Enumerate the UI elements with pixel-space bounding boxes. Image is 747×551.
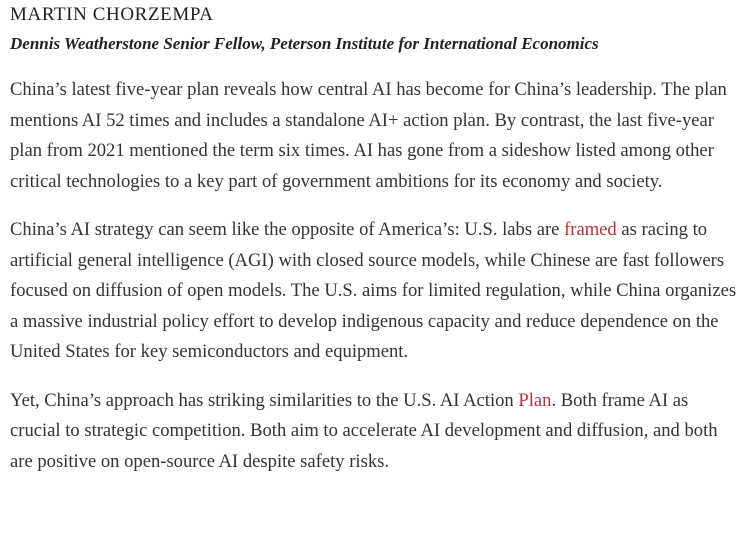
paragraph-1: China’s latest five-year plan reveals how central AI has become for China’s leadership. The plan mentions AI 52 times and includes a standalone AI+ action plan. By contrast, the last five-year plan from 2021 mentioned the term six times. AI has gone from a sideshow listed among other critical technologies to a key part of government ambitions for its economy and society.	[10, 79, 727, 192]
author-title: Dennis Weatherstone Senior Fellow, Peterson Institute for International Economics	[10, 34, 599, 53]
paragraph-2-text-end: as racing to artificial general intelligence (AGI) with closed source models, while Chinese are fast followers focused on diffusion of open models. The U.S. aims for limited regulation, while China organizes a massive industrial policy effort to develop indigenous capacity and reduce dependence on the United States for key semiconductors and equipment.	[10, 219, 737, 362]
plan-link[interactable]: Plan	[518, 389, 552, 411]
author-name: MARTIN CHORZEMPA	[10, 4, 214, 25]
framed-link[interactable]: framed	[564, 219, 617, 240]
paragraph-3	[10, 386, 740, 478]
paragraph-3-text-start: Yet, China’s approach has striking similarities to the U.S. AI Action	[10, 389, 519, 411]
paragraph-2-text-start: China’s AI strategy can seem like the opposite of America’s: U.S. labs are	[10, 219, 565, 240]
paragraph-3-text-end: . Both frame AI as crucial to strategic competition. Both aim to accelerate AI development and diffusion, and both are positive on open-source AI despite safety risks.	[10, 389, 718, 472]
paragraph-2	[10, 215, 740, 368]
